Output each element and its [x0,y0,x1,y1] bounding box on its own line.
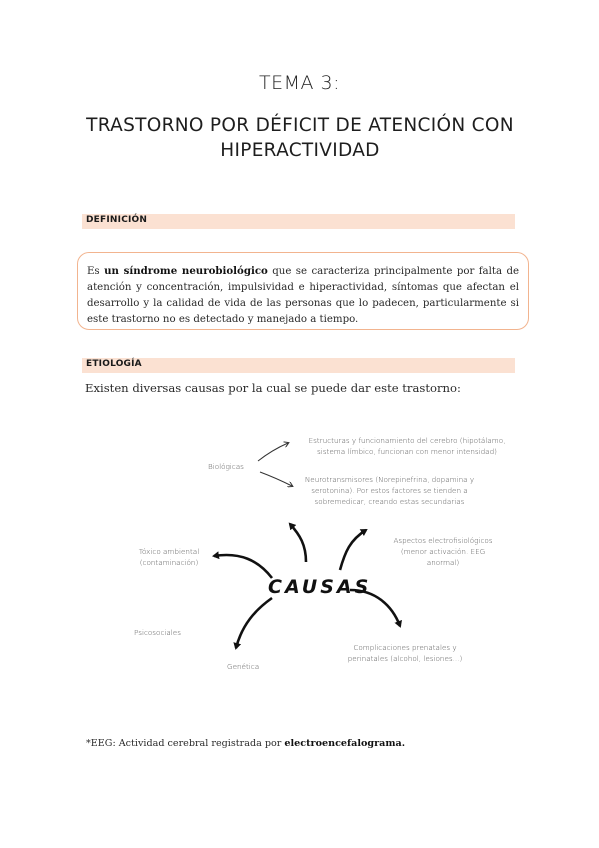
label-neuro-line3: sobremedicar, creando estas secundarias [314,497,465,506]
label-ambiental-line1: Tóxico ambiental [138,547,200,556]
title-line-1: TRASTORNO POR DÉFICIT DE ATENCIÓN CON [86,115,514,136]
label-complicaciones [336,642,474,664]
label-complicaciones-line1: Complicaciones prenatales y [353,643,457,652]
label-electrofisiologicos [384,535,502,568]
title-line-2: HIPERACTIVIDAD [220,140,380,161]
label-estructuras [292,435,522,457]
footnote-text: *EEG: Actividad cerebral registrada por [86,738,285,749]
page-title [60,113,540,163]
causas-diagram [0,420,599,690]
label-neurotransmisores [292,474,487,507]
definicion-heading: DEFINICIÓN [86,215,148,225]
label-neuro-line1: Neurotransmisores (Norepinefrina, dopamina y [304,475,475,484]
label-genetica: Genética [227,662,260,671]
definition-text-start: Es [87,266,105,277]
label-complicaciones-line2: perinatales (alcohol, lesiones...) [347,654,463,663]
etiologia-section-bar [82,358,515,373]
bio-arrow-up [258,443,288,461]
definition-bold-term: un síndrome neurobiológico [104,265,268,277]
footnote [86,738,405,749]
arrow-to-eeg [340,530,366,570]
label-estructuras-line2: sistema límbico, funcionan con menor intensidad) [317,447,497,456]
arrow-to-ambiental [214,555,272,578]
etiologia-heading: ETIOLOGÍA [86,359,142,369]
label-biologicas: Biológicas [208,462,244,471]
definition-text-rest: que se caracteriza principalmente por falta de atención y concentración, impulsividad e hiperactividad, síntomas que afectan el desarrollo y la calidad de vida de las personas que lo padecen, particularmente si este trastorno no es detectado y manejado a tiempo. [87,266,520,325]
definicion-section-bar [82,214,515,229]
etiologia-intro: Existen diversas causas por la cual se puede dar este trastorno: [85,381,461,395]
arrow-to-biologicas [290,524,306,562]
label-eeg-line3: anormal) [426,558,460,567]
label-psicosociales: Psicosociales [134,628,181,637]
label-ambiental-line2: (contaminación) [139,558,199,567]
label-eeg-line1: Aspectos electrofisiológicos [393,536,493,545]
label-ambiental [124,546,214,568]
label-eeg-line2: (menor activación. EEG [400,547,486,556]
arrow-to-genetica [236,598,272,648]
footnote-bold-term: electroencefalograma. [284,738,406,749]
causas-center-label: CAUSAS [268,576,372,598]
bio-arrow-down [260,472,292,486]
label-neuro-line2: serotonina). Por estos factores se tienden a [311,486,468,495]
label-estructuras-line1: Estructuras y funcionamiento del cerebro (hipotálamo, [308,436,506,445]
tema-heading: TEMA 3: [258,72,341,94]
definition-box [77,252,529,330]
